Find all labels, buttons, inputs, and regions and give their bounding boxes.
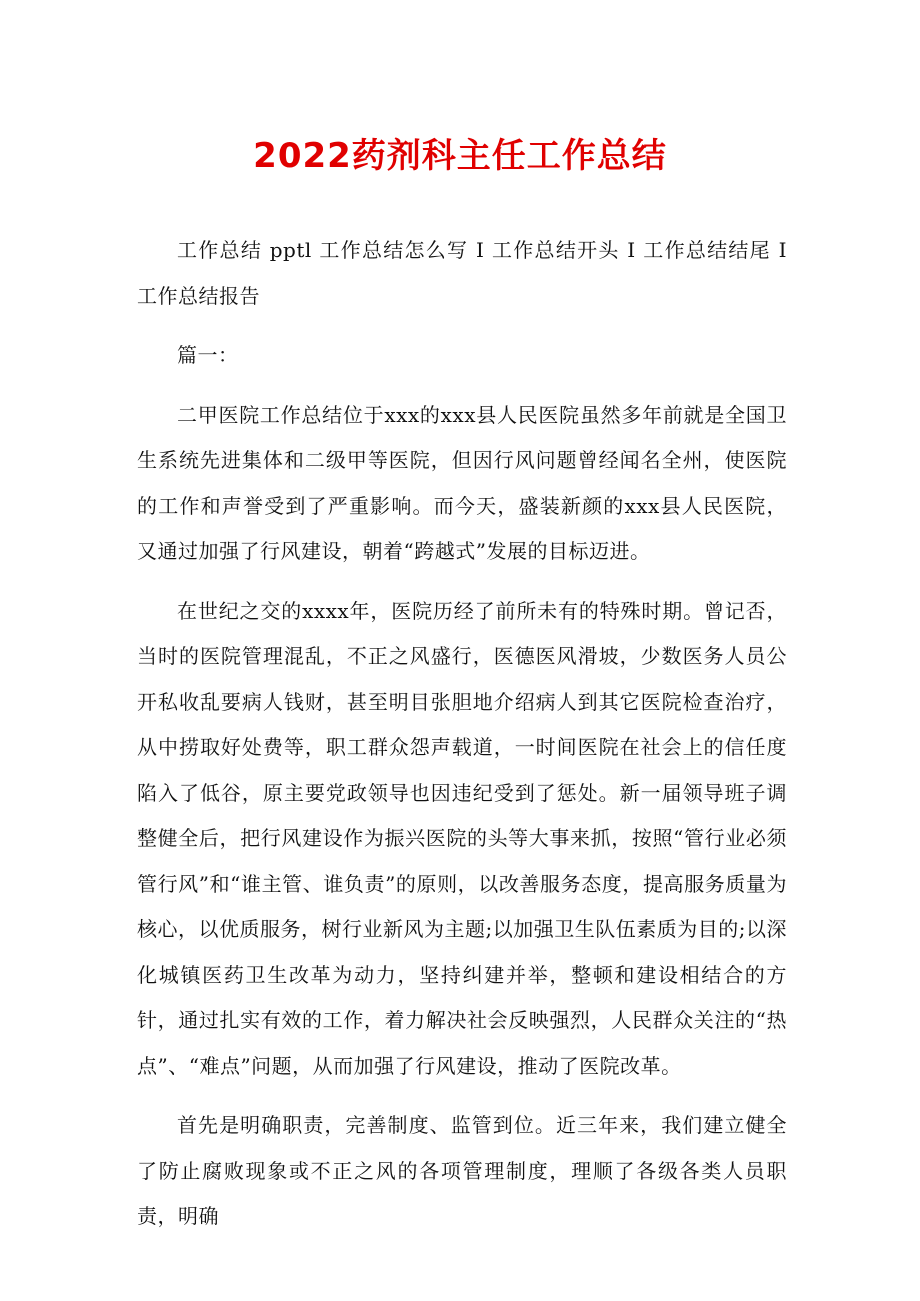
paragraph-history: 在世纪之交的xxxx年，医院历经了前所未有的特殊时期。曾记否，当时的医院管理混乱，不正之风盛行，医德医风滑坡，少数医务人员公开私收乱要病人钱财，甚至明目张胆地介绍病人到其它医院检查治疗，从中捞取好处费等，职工群众怨声载道，一时间医院在社会上的信任度陷入了低谷，原主要党政领导也因违纪受到了惩处。新一届领导班子调整健全后，把行风建设作为振兴医院的头等大事来抓，按照“管行业必须管行风”和“谁主管、谁负责”的原则，以改善服务态度，提高服务质量为核心，以优质服务，树行业新风为主题;以加强卫生队伍素质为目的;以深化城镇医药卫生改革为动力，坚持纠建并举，整顿和建设相结合的方针，通过扎实有效的工作，着力解决社会反映强烈，人民群众关注的“热点”、“难点”问题，从而加强了行风建设，推动了医院改革。 [137, 598, 787, 1078]
document-body [137, 228, 787, 1254]
document-title: 2022药剂科主任工作总结 [253, 136, 667, 176]
paragraph-intro: 二甲医院工作总结位于xxx的xxx县人民医院虽然多年前就是全国卫生系统先进集体和二级甲等医院，但因行风问题曾经闻名全州，使医院的工作和声誉受到了严重影响。而今天，盛装新颜的xxx县人民医院，又通过加强了行风建设，朝着“跨越式”发展的目标迈进。 [137, 402, 787, 563]
paragraph-keywords: 工作总结 pptl 工作总结怎么写 I 工作总结开头 I 工作总结结尾 I 工作总结报告 [137, 238, 787, 308]
paragraph-measures: 首先是明确职责，完善制度、监管到位。近三年来，我们建立健全了防止腐败现象或不正之风的各项管理制度，理顺了各级各类人员职责，明确 [137, 1113, 787, 1228]
paragraph-section-heading: 篇一： [177, 343, 239, 367]
